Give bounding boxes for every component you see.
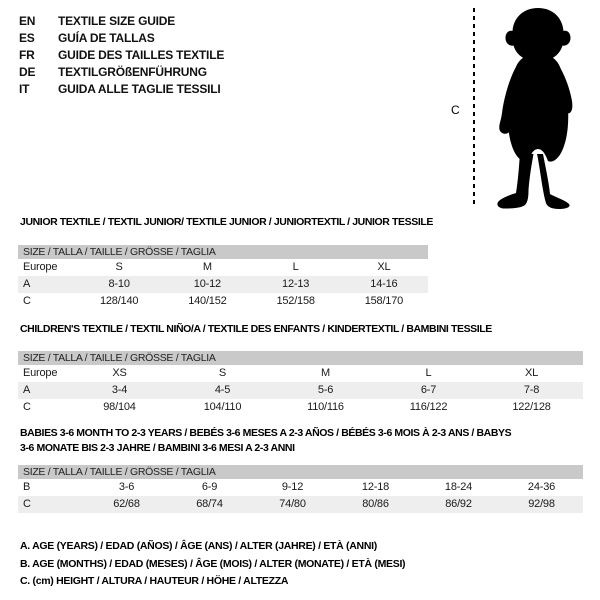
lang-row-de (19, 64, 224, 81)
lang-row-fr (19, 47, 224, 64)
height-cell: 152/158 (276, 295, 315, 307)
row-label: Europe (23, 367, 58, 379)
age-cell: 24-36 (527, 481, 556, 493)
height-cell: 80/86 (362, 498, 389, 510)
size-cell: XL (377, 261, 391, 273)
height-cell: 104/110 (203, 401, 242, 413)
height-cell: 110/116 (307, 401, 344, 413)
guide-title-it: GUIDA ALLE TAGLIE TESSILI (58, 82, 221, 96)
note-age-years: A. AGE (YEARS) / EDAD (AÑOS) / ÂGE (ANS) / ALTER (JAHRE) / ETÀ (ANNI) (20, 540, 377, 552)
size-cell: L (425, 367, 432, 379)
size-cell: S (115, 261, 123, 273)
age-cell: 10-12 (193, 278, 221, 290)
table-row-age (18, 382, 583, 399)
table-row-height (18, 399, 583, 416)
row-label: B (23, 481, 31, 493)
babies-section-title: BABIES 3-6 MONTH TO 2-3 YEARS / BEBÉS 3-6 MESES A 2-3 AÑOS / BÉBÉS 3-6 MOIS À 2-3 ANS / BABYS 3-6 MONATE BIS 2-3 JAHRE / BAMBINI 3-6 MESI A 2-3 ANNI (20, 427, 512, 454)
height-cell: 86/92 (445, 498, 472, 510)
table-row-age (18, 276, 428, 293)
table-row-height (18, 496, 583, 513)
age-cell: 12-13 (282, 278, 310, 290)
lang-row-es (19, 30, 224, 47)
size-cell: M (202, 261, 212, 273)
age-cell: 4-5 (214, 384, 231, 396)
size-header-bar: SIZE / TALLA / TAILLE / GRÖSSE / TAGLIA (18, 465, 583, 479)
height-cell: 92/98 (528, 498, 555, 510)
table-row-europe (18, 259, 428, 276)
age-cell: 5-6 (317, 384, 334, 396)
age-cell: 18-24 (444, 481, 473, 493)
guide-title-fr: GUIDE DES TAILLES TEXTILE (58, 48, 225, 62)
children-size-table (18, 351, 583, 416)
babies-size-table (18, 465, 583, 513)
height-cell: 62/68 (113, 498, 140, 510)
size-cell: XS (112, 367, 127, 379)
height-measure-label: C (451, 103, 460, 117)
height-cell: 122/128 (512, 401, 551, 413)
lang-code: FR (19, 48, 35, 62)
height-measure-dashed-line (473, 8, 475, 206)
row-label: C (23, 498, 31, 510)
age-cell: 3-4 (111, 384, 128, 396)
size-cell: XL (524, 367, 539, 379)
note-age-months: B. AGE (MONTHS) / EDAD (MESES) / ÂGE (MOIS) / ALTER (MONATE) / ETÀ (MESI) (20, 557, 406, 570)
age-cell: 3-6 (118, 481, 135, 493)
note-height-cm: C. (cm) HEIGHT / ALTURA / HAUTEUR / HÖHE / ALTEZZA (20, 575, 289, 587)
table-row-europe (18, 365, 583, 382)
guide-title-de: TEXTILGRÖßENFÜHRUNG (58, 65, 207, 79)
height-cell: 158/170 (364, 295, 404, 307)
size-cell: L (292, 261, 299, 273)
lang-row-en (19, 13, 224, 30)
age-cell: 12-18 (361, 481, 390, 493)
age-cell: 6-7 (420, 384, 437, 396)
children-section-title: CHILDREN'S TEXTILE / TEXTIL NIÑO/A / TEXTILE DES ENFANTS / KINDERTEXTIL / BAMBINI TESSILE (20, 323, 492, 335)
age-cell: 14-16 (370, 278, 398, 290)
language-title-list (19, 13, 224, 98)
legend-notes (20, 538, 405, 591)
junior-size-table (18, 245, 428, 310)
row-label: C (23, 295, 31, 307)
lang-code: ES (19, 31, 35, 45)
size-cell: M (321, 367, 330, 379)
height-cell: 74/80 (279, 498, 306, 510)
baby-silhouette-icon (486, 5, 588, 211)
size-cell: S (218, 367, 227, 379)
size-header-bar: SIZE / TALLA / TAILLE / GRÖSSE / TAGLIA (18, 245, 428, 259)
height-cell: 140/152 (188, 295, 227, 307)
height-cell: 116/122 (409, 401, 448, 413)
height-cell: 98/104 (103, 401, 136, 413)
guide-title-en: TEXTILE SIZE GUIDE (58, 14, 176, 28)
table-row-age-months (18, 479, 583, 496)
guide-title-es: GUÍA DE TALLAS (58, 31, 155, 45)
height-cell: 128/140 (99, 295, 139, 307)
age-cell: 6-9 (201, 481, 218, 493)
table-row-height (18, 293, 428, 310)
lang-code: DE (19, 65, 36, 79)
size-header-bar: SIZE / TALLA / TAILLE / GRÖSSE / TAGLIA (18, 351, 583, 365)
lang-code: EN (19, 14, 36, 28)
row-label: C (23, 401, 31, 413)
lang-code: IT (19, 82, 30, 96)
row-label: Europe (23, 261, 58, 273)
age-cell: 7-8 (523, 384, 540, 396)
lang-row-it (19, 81, 224, 98)
row-label: A (23, 384, 31, 396)
age-cell: 9-12 (281, 481, 304, 493)
age-cell: 8-10 (108, 278, 130, 290)
height-cell: 68/74 (196, 498, 223, 510)
junior-section-title: JUNIOR TEXTILE / TEXTIL JUNIOR/ TEXTILE JUNIOR / JUNIORTEXTIL / JUNIOR TESSILE (20, 216, 433, 228)
row-label: A (23, 278, 31, 290)
